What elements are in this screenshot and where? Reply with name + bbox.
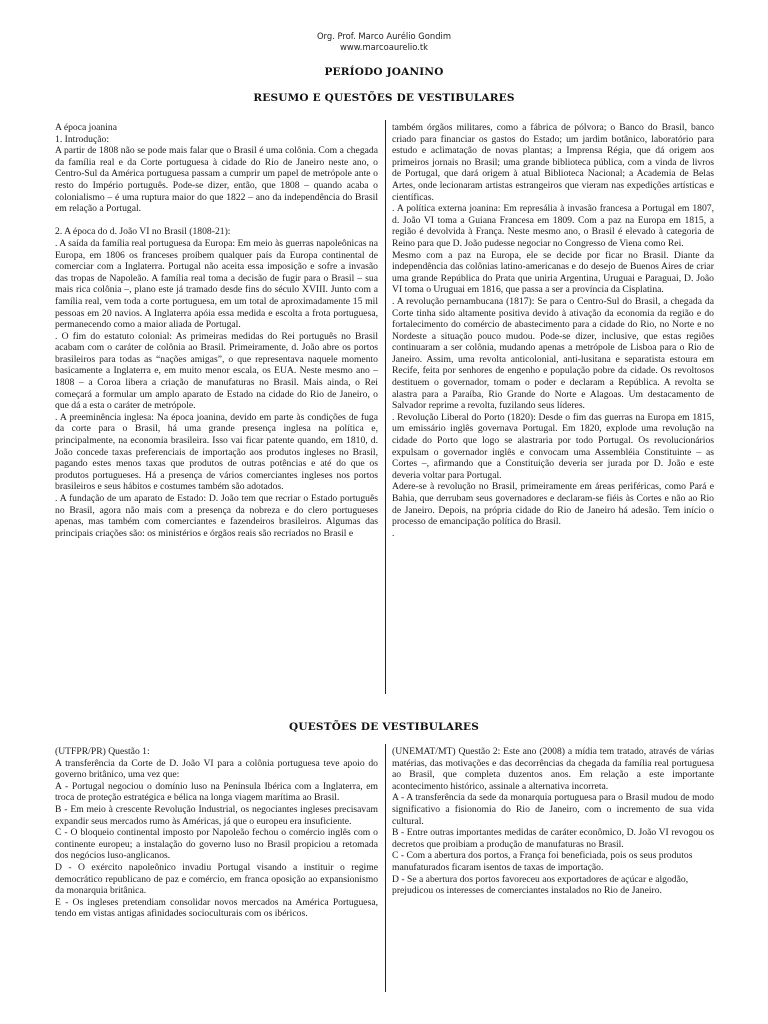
paragraph: . O fim do estatuto colonial: As primeiras medidas do Rei português no Brasil acabam com o caráter de colônia ao Brasil. Primeiramente, d. João abre os portos brasileiros para todas as “nações amigas”, o que representava naquele momento basicamente a Inglaterra e, em muito menor escala, os EUA. Neste mesmo ano – 1808 – a Coroa libera a criação de manufaturas no Brasil. Mais ainda, o Rei começará a formular um amplo aparato de Estado na cidade do Rio de Janeiro, o que dá a esta o caráter de metrópole. bbox=[55, 330, 378, 412]
question-1 bbox=[55, 746, 378, 920]
resumo-right-column bbox=[392, 122, 714, 539]
option-a: A - Portugal negociou o domínio luso na Península Ibérica com a Inglaterra, em troca de proteção estratégica e bélica na longa viagem marítima ao Brasil. bbox=[55, 780, 378, 804]
paragraph: 1. Introdução: bbox=[55, 133, 109, 145]
option-d-continued: prejudicou os interesses de comerciantes instalados no Rio de Janeiro. bbox=[392, 885, 662, 897]
paragraph: . A preeminência inglesa: Na época joanina, devido em parte às condições de fuga da corte para o Brasil, há uma grande presença inglesa na política e, principalmente, na economia brasileira. Isso vai ficar patente quando, em 1810, d. João concede taxas preferenciais de importação aos produtos ingleses no Brasil, pagando estes menos taxas que produtos de outras potências e até do que os produtos portugueses. Há a presença de vários comerciantes ingleses nos portos brasileiros e seus hábitos e costumes também são adotados. bbox=[55, 411, 378, 493]
paragraph: . A revolução pernambucana (1817): Se para o Centro-Sul do Brasil, a chegada da Corte tinha sido altamente positiva devido à ativação da economia da região e do fortalecimento do comércio de abastecimento para a cidade do Rio, no Norte e no Nordeste a situação pouco mudou. Pode-se dizer, inclusive, que estas regiões continuaram a ser colônia, mudando apenas a metrópole de Lisboa para o Rio de Janeiro. Assim, uma revolta anticolonial, anti-lusitana e separatista estoura em Recife, feita por senhores de engenho e população pobre da cidade. Os revoltosos destituem o governador, tomam o poder e declaram a República. A revolta se alastra para a Paraíba, Rio Grande do Norte e Alagoas. Um destacamento de Salvador reprime a revolta, fuzilando seus líderes. bbox=[392, 295, 714, 412]
option-e: E - Os ingleses pretendiam consolidar novos mercados na América Portuguesa, tendo em vistas antigas afinidades socioculturais com os ibéricos. bbox=[55, 896, 378, 920]
paragraph: . A política externa joanina: Em represália à invasão francesa a Portugal em 1807, d. João VI toma a Guiana Francesa em 1809. Com a paz na Europa em 1815, a região é devolvida à França. Neste mesmo ano, o Brasil é elevado à categoria de Reino para que D. João pudesse negociar no Congresso de Viena como Rei. bbox=[392, 203, 714, 249]
column-divider bbox=[385, 120, 386, 694]
question-stem: (UNEMAT/MT) Questão 2: Este ano (2008) a mídia tem tratado, através de várias matérias, das motivações e das decorrências da chegada da família real portuguesa ao Brasil, que completa duzentos anos. Em relação a este importante acontecimento histórico, assinale a alternativa incorreta. bbox=[392, 746, 714, 792]
paragraph: . bbox=[392, 527, 395, 539]
site-line: www.marcoaurelio.tk bbox=[340, 42, 428, 52]
page-subtitle: RESUMO E QUESTÕES DE VESTIBULARES bbox=[253, 92, 515, 104]
paragraph: . A fundação de um aparato de Estado: D. João tem que recriar o Estado português no Brasil, agora não mais com a presença da nobreza e do clero portugueses apenas, mas também com comerciantes e fazendeiros brasileiros. Algumas das principais criações são: os ministérios e órgãos reais são recriados no Brasil e bbox=[55, 493, 378, 539]
paragraph: A época joanina bbox=[55, 122, 118, 133]
paragraph: . Revolução Liberal do Porto (1820): Desde o fim das guerras na Europa em 1815, um emissário inglês governava Portugal. Em 1820, explode uma revolução na cidade do Porto que logo se alastraria por todo Portugal. Os revolucionários expulsam o governador inglês e convocam uma Assembléia Constituinte – as Cortes –, afirmando que a Constituição deveria ser jurada por D. João e este deveria voltar para Portugal. bbox=[392, 411, 714, 481]
option-a: A - A transferência da sede da monarquia portuguesa para o Brasil mudou de modo significativo a fisionomia do Rio de Janeiro, com o incremento de sua vida cultural. bbox=[392, 792, 714, 827]
option-d: D - Se a abertura dos portos favoreceu aos exportadores de açúcar e algodão, bbox=[392, 873, 689, 885]
option-b: B - Em meio à crescente Revolução Industrial, os negociantes ingleses precisavam expandir seus mercados rumo às Américas, já que o europeu era insuficiente. bbox=[55, 803, 378, 827]
paragraph: Mesmo com a paz na Europa, ele se decide por ficar no Brasil. Diante da independência das colônias latino-americanas e do desejo de Buenos Aires de criar uma grande República do Prata que uniria Argentina, Uruguai e Paraguai, D. João VI toma o Uruguai em 1816, que passa a ser a província da Cisplatina. bbox=[392, 249, 714, 296]
column-divider bbox=[385, 744, 386, 992]
page-header bbox=[0, 31, 768, 53]
option-d: D - O exército napoleônico invadiu Portugal visando a instituir o regime democrático republicano de paz e comércio, em franca oposição ao expansionismo da monarquia britânica. bbox=[55, 861, 378, 897]
option-c: C - O bloqueio continental imposto por Napoleão fechou o comércio inglês com o continente europeu; a instalação do governo luso no Brasil propiciou a retomada dos negócios luso-anglicanos. bbox=[55, 827, 378, 862]
paragraph: Adere-se à revolução no Brasil, primeiramente em áreas periféricas, como Pará e Bahia, que derrubam seus governadores e declaram-se fiéis às Cortes e não ao Rio de Janeiro. Depois, na própria cidade do Rio de Janeiro há adesão. Tem início o processo de emancipação política do Brasil. bbox=[392, 481, 714, 528]
paragraph: 2. A época do d. João VI no Brasil (1808-21): bbox=[55, 226, 231, 238]
question-2 bbox=[392, 746, 714, 897]
option-c-continued: manufaturados ficaram isentos de taxas de importação. bbox=[392, 861, 604, 873]
section-title: QUESTÕES DE VESTIBULARES bbox=[289, 721, 479, 733]
option-c: C - Com a abertura dos portos, a França foi beneficiada, pois os seus produtos bbox=[392, 850, 693, 862]
paragraph: . A saída da família real portuguesa da Europa: Em meio às guerras napoleônicas na Europa, em 1806 os franceses proíbem qualquer país da Europa continental de comerciar com a Inglaterra. Portugal não aceita essa imposição e sofre a invasão das tropas de Napoleão. A família real toma a decisão de fugir para o Brasil – sua mais rica colônia –, plano este já tramado desde fins do século XVIII. Junto com a família real, vem toda a corte portuguesa, em um total de aproximadamente 15 mil pessoas em 20 navios. A Inglaterra apóia essa medida e escolta a frota portuguesa, permanecendo como a maior aliada de Portugal. bbox=[55, 237, 378, 331]
author-line: Org. Prof. Marco Aurélio Gondim bbox=[316, 31, 452, 41]
paragraph: A partir de 1808 não se pode mais falar que o Brasil é uma colônia. Com a chegada da família real e da Corte portuguesa à cidade do Rio de Janeiro neste ano, o Centro-Sul da América portuguesa passam a cumprir um papel de metrópole ante o resto do Império português. Pode-se dizer, então, que 1808 – quando acaba o colonialismo – é uma ruptura maior do que 1822 – ano da independência do Brasil em relação a Portugal. bbox=[55, 145, 378, 215]
resumo-left-column bbox=[55, 122, 378, 539]
question-header: (UTFPR/PR) Questão 1: bbox=[55, 746, 150, 757]
option-b: B - Entre outras importantes medidas de caráter econômico, D. João VI revogou os decretos que proibiam a produção de manufaturas no Brasil. bbox=[392, 827, 714, 850]
page-title: PERÍODO JOANINO bbox=[324, 66, 444, 78]
question-stem: A transferência da Corte de D. João VI para a colônia portuguesa teve apoio do governo britânico, uma vez que: bbox=[55, 757, 378, 781]
paragraph: também órgãos militares, como a fábrica de pólvora; o Banco do Brasil, banco criado para financiar os gastos do Estado; um jardim botânico, laboratório para estudo e aclimatação de novas plantas; a Imprensa Régia, que dá origem aos primeiros jornais no Brasil; uma grande biblioteca pública, com a vinda de livros de Portugal, que dará origem à atual Biblioteca Nacional; a Academia de Belas Artes, onde lecionaram artistas estrangeiros que vieram nas expedições artísticas e científicas. bbox=[392, 122, 714, 203]
